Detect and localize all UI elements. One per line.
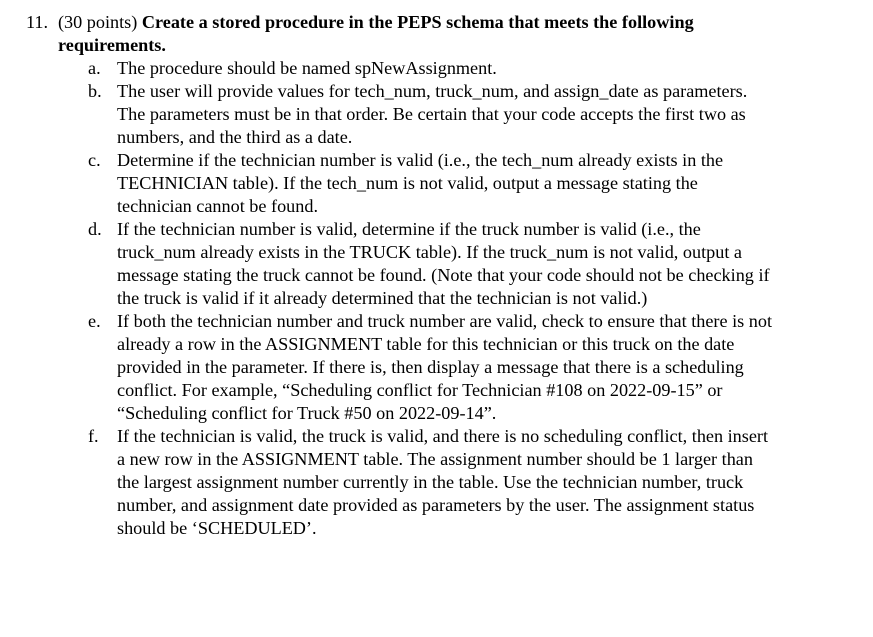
requirement-b [0, 80, 777, 149]
question-points: (30 points) [58, 12, 138, 32]
requirement-text: The procedure should be named spNewAssignment. [117, 58, 497, 78]
requirement-letter: e. [88, 311, 101, 331]
requirement-c [0, 149, 777, 218]
question-number: 11. [26, 12, 49, 32]
question-title: Create a stored procedure in the PEPS schema that meets the following requirements. [58, 12, 694, 55]
requirement-letter: a. [88, 58, 101, 78]
requirement-text: Determine if the technician number is valid (i.e., the tech_num already exists in the TECHNICIAN table). If the tech_num is not valid, output a message stating the technician cannot be found. [117, 150, 724, 216]
requirement-letter: d. [88, 219, 102, 239]
requirement-d [0, 218, 777, 310]
requirement-letter: f. [88, 426, 99, 446]
requirement-text: The user will provide values for tech_num, truck_num, and assign_date as parameters. The parameters must be in that order. Be certain that your code accepts the first two as numbers, and the third as a date. [117, 81, 748, 147]
requirement-text: If the technician is valid, the truck is valid, and there is no scheduling conflict, then insert a new row in the ASSIGNMENT table. The assignment number should be 1 larger than the largest assignment number currently in the table. Use the technician number, truck number, and assignment date provided as parameters by the user. The assignment status should be ‘SCHEDULED’. [117, 426, 769, 538]
requirements-list [0, 57, 873, 540]
requirement-f [0, 425, 777, 540]
requirement-e [0, 310, 777, 425]
requirement-text: If both the technician number and truck number are valid, check to ensure that there is not already a row in the ASSIGNMENT table for this technician or this truck on the date provided in the parameter. If there is, then display a message that there is a scheduling conflict. For example, “Scheduling conflict for Technician #108 on 2022-09-15” or “Scheduling conflict for Truck #50 on 2022-09-14”. [117, 311, 773, 423]
requirement-a [0, 57, 777, 80]
requirement-letter: c. [88, 150, 101, 170]
question-11 [0, 11, 798, 57]
requirement-letter: b. [88, 81, 102, 101]
requirement-text: If the technician number is valid, determine if the truck number is valid (i.e., the truck_num already exists in the TRUCK table). If the truck_num is not valid, output a message stating the truck cannot be found. (Note that your code should not be checking if the truck is valid if it already determined that the technician is not valid.) [117, 219, 770, 308]
